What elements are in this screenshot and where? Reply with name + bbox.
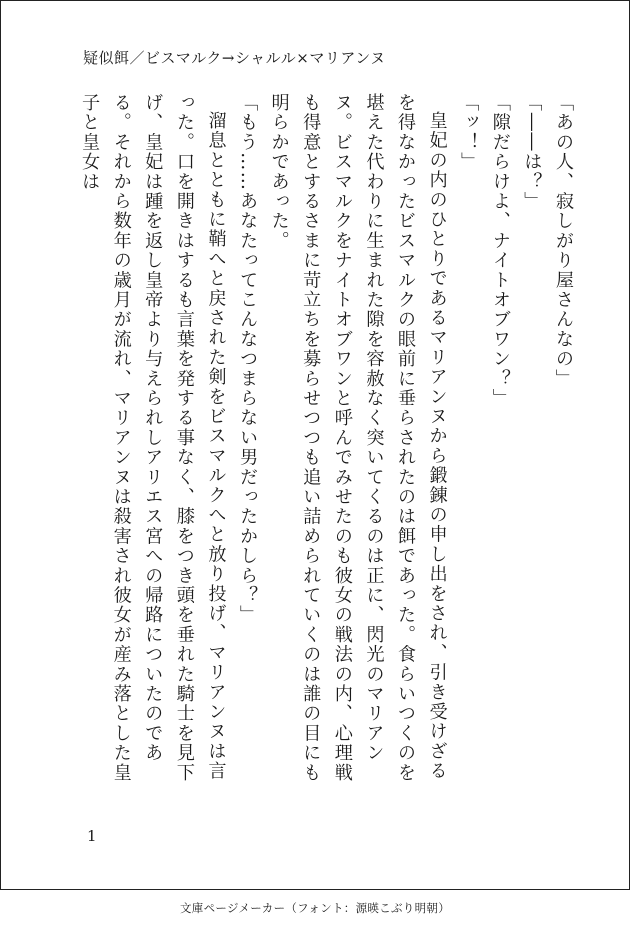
dialogue-line: 「隙だらけよ、ナイトオブワン？」 — [489, 93, 511, 409]
page-number: 1 — [87, 827, 97, 845]
dialogue-line: 「あの人、寂しがり屋さんなの」 — [553, 93, 574, 389]
narration-paragraph: 皇妃の内のひとりであるマリアンヌから鍛錬の申し出をされ、引き受けざるを得なかったビスマルクの眼前に垂らされたのは餌であった。食らいつくのを堪えた代わりに生まれた隙を容赦なく突いてくるのは正に、閃光のマリアンヌ。ビスマルクをナイトオブワンと呼んでみせたのも彼女の戦法の内、心理戦も得意とするさまに苛立ちを募らせつつも追い詰められていくのは誰の目にも明らかであった。 — [268, 93, 448, 783]
dialogue-line: 「――は？」 — [521, 93, 543, 212]
vertical-body-text — [79, 93, 579, 793]
running-header-title: 疑似餌／ビスマルク→シャルル×マリアンヌ — [83, 49, 386, 67]
footer-credit: 文庫ページメーカー（フォント：源暎こぶり明朝） — [179, 901, 451, 915]
dialogue-line: 「ッ！」 — [458, 93, 480, 172]
dialogue-line: 「もう……あなたってこんなつまらない男だったかしら？」 — [237, 93, 259, 625]
narration-paragraph: 溜息とともに鞘へと戻された剣をビスマルクへと放り投げ、マリアンヌは言った。口を開きはするも言葉を発する事なく、膝をつき頭を垂れた騎士を見下げ、皇妃は踵を返し皇帝より与えられしアリエス宮への帰路についたのである。それから数年の歳月が流れ、マリアンヌは殺害され彼女が産み落とした皇子と皇女は — [79, 93, 227, 783]
